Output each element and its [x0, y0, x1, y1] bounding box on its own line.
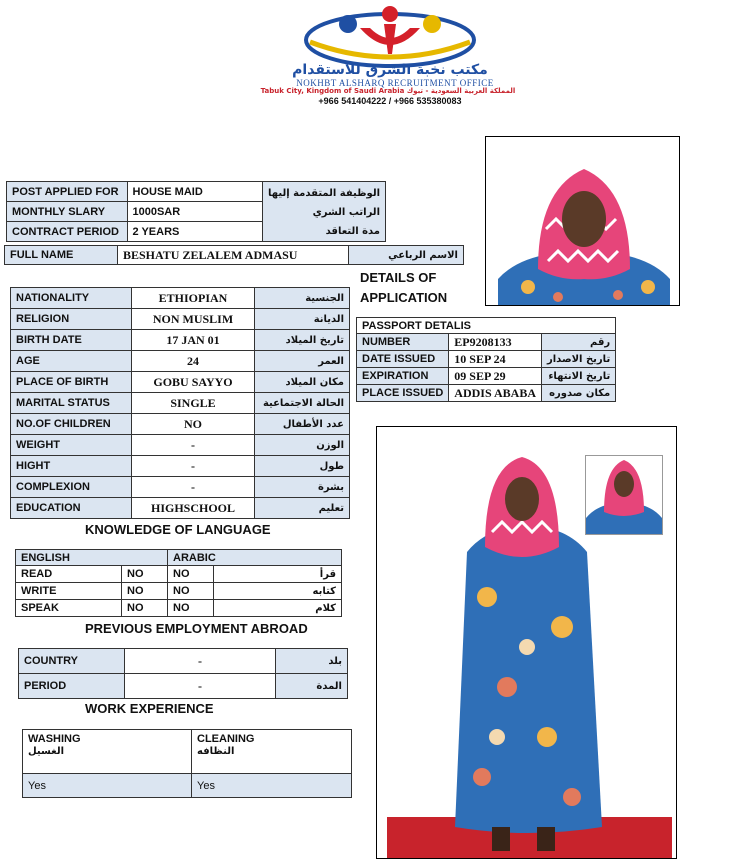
- full-name-label: FULL NAME: [5, 246, 118, 265]
- work-experience-table: [22, 729, 352, 798]
- passport-label: NUMBER: [357, 334, 449, 351]
- passport-value: 10 SEP 24: [449, 351, 542, 368]
- passport-value: EP9208133: [449, 334, 542, 351]
- passport-value: 09 SEP 29: [449, 368, 542, 385]
- previous-employment-table: [18, 648, 348, 699]
- personal-value: GOBU SAYYO: [132, 372, 255, 393]
- table-row: [11, 330, 350, 351]
- table-row: [16, 600, 342, 617]
- language-arabic-value: NO: [168, 566, 214, 583]
- passport-arabic: رقم: [541, 334, 615, 351]
- passport-table: [356, 317, 616, 402]
- previous-employment-label: COUNTRY: [19, 649, 125, 674]
- table-row: [11, 372, 350, 393]
- table-row: [16, 566, 342, 583]
- passport-label: EXPIRATION: [357, 368, 449, 385]
- personal-label: COMPLEXION: [11, 477, 132, 498]
- personal-value: NO: [132, 414, 255, 435]
- table-row: [19, 674, 348, 699]
- table-row: [11, 477, 350, 498]
- personal-value: HIGHSCHOOL: [132, 498, 255, 519]
- application-table: [6, 181, 386, 242]
- personal-value: -: [132, 435, 255, 456]
- personal-value: NON MUSLIM: [132, 309, 255, 330]
- language-skill-arabic: كلام: [214, 600, 342, 617]
- language-english-value: NO: [122, 600, 168, 617]
- office-arabic-name: مكتب نخبة الشرق للاستقدام: [292, 62, 488, 78]
- work-item-washing: WASHING الغسيل: [23, 730, 192, 774]
- office-english-name: NOKHBT ALSHARQ RECRUITMENT OFFICE: [296, 78, 494, 88]
- table-row: [357, 334, 616, 351]
- personal-label: HIGHT: [11, 456, 132, 477]
- work-experience-heading: WORK EXPERIENCE: [85, 701, 214, 716]
- table-row: [11, 351, 350, 372]
- office-address: Tabuk City, Kingdom of Saudi Arabia المملكة العربية السعودية - تبوك: [260, 87, 516, 95]
- personal-value: SINGLE: [132, 393, 255, 414]
- personal-label: BIRTH DATE: [11, 330, 132, 351]
- passport-arabic: تاريخ الاصدار: [541, 351, 615, 368]
- personal-arabic: العمر: [255, 351, 350, 372]
- personal-table: [10, 287, 350, 519]
- personal-label: PLACE OF BIRTH: [11, 372, 132, 393]
- passport-arabic: تاريخ الانتهاء: [541, 368, 615, 385]
- table-row: [11, 309, 350, 330]
- personal-arabic: الديانة: [255, 309, 350, 330]
- table-row: [11, 288, 350, 309]
- table-row: [16, 583, 342, 600]
- language-heading: KNOWLEDGE OF LANGUAGE: [85, 522, 271, 537]
- table-row: [11, 456, 350, 477]
- full-body-photo: [376, 426, 677, 859]
- language-skill: READ: [16, 566, 122, 583]
- period-value: 2 YEARS: [127, 222, 263, 242]
- language-arabic-value: NO: [168, 600, 214, 617]
- table-row: [357, 368, 616, 385]
- previous-employment-value: -: [125, 649, 276, 674]
- salary-label: MONTHLY SLARY: [7, 202, 128, 222]
- personal-label: NO.OF CHILDREN: [11, 414, 132, 435]
- previous-employment-label: PERIOD: [19, 674, 125, 699]
- language-arabic-value: NO: [168, 583, 214, 600]
- table-row: [11, 498, 350, 519]
- personal-arabic: الوزن: [255, 435, 350, 456]
- language-col-arabic: ARABIC: [168, 550, 342, 566]
- table-row: [11, 435, 350, 456]
- passport-title: PASSPORT DETALIS: [357, 318, 616, 334]
- previous-employment-arabic: بلد: [276, 649, 348, 674]
- table-row: [11, 393, 350, 414]
- language-skill-arabic: كتابه: [214, 583, 342, 600]
- personal-value: 24: [132, 351, 255, 372]
- personal-label: RELIGION: [11, 309, 132, 330]
- personal-value: ETHIOPIAN: [132, 288, 255, 309]
- language-english-value: NO: [122, 583, 168, 600]
- inset-portrait: [585, 455, 663, 535]
- office-phones: +966 541404222 / +966 535380083: [318, 96, 462, 106]
- personal-arabic: عدد الأطفال: [255, 414, 350, 435]
- personal-arabic: الحالة الاجتماعية: [255, 393, 350, 414]
- personal-arabic: بشرة: [255, 477, 350, 498]
- passport-label: DATE ISSUED: [357, 351, 449, 368]
- table-row: [11, 414, 350, 435]
- previous-employment-arabic: المدة: [276, 674, 348, 699]
- application-arabic: الوظيفة المتقدمة إليها الراتب الشري مدة التعاقد: [263, 182, 386, 242]
- personal-label: MARITAL STATUS: [11, 393, 132, 414]
- full-name-arabic: الاسم الرباعي: [349, 246, 464, 265]
- personal-arabic: طول: [255, 456, 350, 477]
- work-value-cleaning: Yes: [192, 774, 352, 798]
- personal-arabic: تاريخ الميلاد: [255, 330, 350, 351]
- personal-label: EDUCATION: [11, 498, 132, 519]
- personal-value: 17 JAN 01: [132, 330, 255, 351]
- table-row: [357, 351, 616, 368]
- language-col-english: ENGLISH: [16, 550, 168, 566]
- passport-arabic: مكان صدوره: [541, 385, 615, 402]
- post-value: HOUSE MAID: [127, 182, 263, 202]
- passport-value: ADDIS ABABA: [449, 385, 542, 402]
- language-skill: SPEAK: [16, 600, 122, 617]
- passport-photo: [485, 136, 680, 306]
- salary-value: 1000SAR: [127, 202, 263, 222]
- personal-arabic: الجنسية: [255, 288, 350, 309]
- language-english-value: NO: [122, 566, 168, 583]
- post-label: POST APPLIED FOR: [7, 182, 128, 202]
- previous-employment-heading: PREVIOUS EMPLOYMENT ABROAD: [85, 621, 308, 636]
- language-skill-arabic: قرأ: [214, 566, 342, 583]
- logo: [300, 2, 480, 70]
- language-skill: WRITE: [16, 583, 122, 600]
- portrait-figure: [498, 169, 670, 305]
- period-label: CONTRACT PERIOD: [7, 222, 128, 242]
- personal-label: NATIONALITY: [11, 288, 132, 309]
- work-item-cleaning: CLEANING النظافه: [192, 730, 352, 774]
- personal-label: AGE: [11, 351, 132, 372]
- table-row: [19, 649, 348, 674]
- full-name-value: BESHATU ZELALEM ADMASU: [118, 246, 349, 265]
- passport-label: PLACE ISSUED: [357, 385, 449, 402]
- personal-label: WEIGHT: [11, 435, 132, 456]
- personal-value: -: [132, 477, 255, 498]
- table-row: [357, 385, 616, 402]
- personal-value: -: [132, 456, 255, 477]
- personal-arabic: تعليم: [255, 498, 350, 519]
- full-name-table: [4, 245, 464, 265]
- language-table: [15, 549, 342, 617]
- personal-arabic: مكان الميلاد: [255, 372, 350, 393]
- work-value-washing: Yes: [23, 774, 192, 798]
- details-heading: DETAILS OF APPLICATION: [360, 270, 448, 305]
- previous-employment-value: -: [125, 674, 276, 699]
